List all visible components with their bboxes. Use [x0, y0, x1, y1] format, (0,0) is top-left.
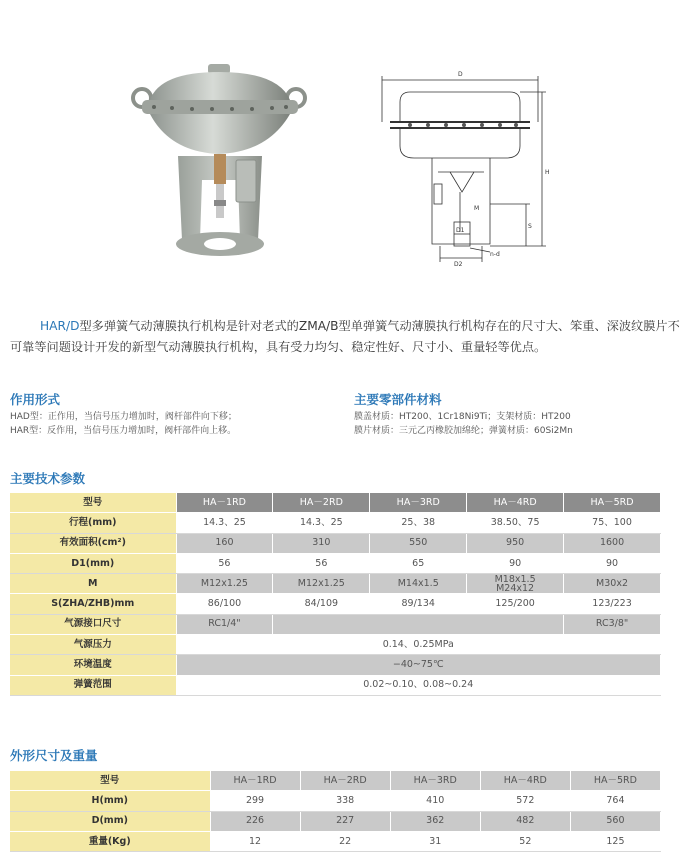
- table-cell: RC1/4": [176, 614, 273, 634]
- table-row: [10, 811, 661, 831]
- table-cell: 14.3、25: [273, 513, 370, 533]
- table-cell: 75、100: [564, 513, 661, 533]
- row-label: S(ZHA/ZHB)mm: [10, 594, 176, 614]
- spec-title: 主要技术参数: [10, 471, 86, 486]
- dims-title: 外形尺寸及重量: [10, 748, 98, 763]
- table-cell: 0.14、0.25MPa: [176, 635, 661, 655]
- intro-text: 型多弹簧气动薄膜执行机构是针对老式的ZMA/B型单弹簧气动薄膜执行机构存在的尺寸大、笨重、深波纹膜片不可靠等问题设计开发的新型气动薄膜执行机构，具有受力均匀、稳定性好、尺寸小、重量轻等优点。: [10, 319, 680, 354]
- intro-paragraph: [10, 316, 682, 358]
- materials-line: 膜片材质：三元乙丙橡胶加绵纶；弹簧材质：60Si2Mn: [354, 426, 573, 436]
- table-cell: 84/109: [273, 594, 370, 614]
- spec-table: [10, 493, 661, 696]
- dim-S-label: S: [528, 223, 532, 230]
- table-cell: 31: [390, 831, 480, 851]
- dims-header-cell: HA－4RD: [480, 771, 570, 791]
- table-row: [10, 831, 661, 851]
- dim-nd-label: n-d: [490, 251, 500, 258]
- row-label: H(mm): [10, 791, 210, 811]
- table-cell: 560: [570, 811, 660, 831]
- dim-M-label: M: [474, 205, 480, 212]
- spec-header-cell: 型号: [10, 493, 176, 513]
- row-label: M: [10, 574, 176, 594]
- dims-table: [10, 771, 661, 852]
- dims-header-cell: HA－2RD: [300, 771, 390, 791]
- table-cell: M14x1.5: [370, 574, 467, 594]
- spec-header-cell: HA－5RD: [564, 493, 661, 513]
- table-cell: 338: [300, 791, 390, 811]
- table-cell: 89/134: [370, 594, 467, 614]
- table-cell: 227: [300, 811, 390, 831]
- dims-header-row: [10, 771, 661, 791]
- table-cell: 1600: [564, 533, 661, 553]
- function-line: HAD型：正作用，当信号压力增加时，阀杆部件向下移；: [10, 412, 237, 422]
- spec-header-cell: HA－2RD: [273, 493, 370, 513]
- dims-header-cell: HA－1RD: [210, 771, 300, 791]
- table-cell: 90: [467, 553, 564, 573]
- table-row: [10, 614, 661, 634]
- table-cell: 299: [210, 791, 300, 811]
- table-row: [10, 553, 661, 573]
- table-cell: 14.3、25: [176, 513, 273, 533]
- table-cell: M30x2: [564, 574, 661, 594]
- table-cell: 362: [390, 811, 480, 831]
- dim-D2-label: D2: [454, 261, 463, 268]
- row-label: 行程(mm): [10, 513, 176, 533]
- materials-line: 膜盖材质：HT200、1Cr18Ni9Ti；支架材质：HT200: [354, 412, 571, 422]
- spec-header-cell: HA－1RD: [176, 493, 273, 513]
- table-cell: 56: [176, 553, 273, 573]
- spec-header-cell: HA－4RD: [467, 493, 564, 513]
- table-cell: 125: [570, 831, 660, 851]
- table-cell: 52: [480, 831, 570, 851]
- function-line: HAR型：反作用，当信号压力增加时，阀杆部件向上移。: [10, 426, 237, 436]
- table-cell: 550: [370, 533, 467, 553]
- dim-D1-label: D1: [456, 227, 465, 234]
- intro-brand: HAR/D: [40, 319, 80, 333]
- table-cell: 482: [480, 811, 570, 831]
- table-cell: 0.02~0.10、0.08~0.24: [176, 675, 661, 695]
- table-row: [10, 675, 661, 695]
- table-cell: 25、38: [370, 513, 467, 533]
- row-label: 弹簧范围: [10, 675, 176, 695]
- table-row: [10, 655, 661, 675]
- spec-header-row: [10, 493, 661, 513]
- table-cell: 572: [480, 791, 570, 811]
- dims-header-cell: HA－5RD: [570, 771, 660, 791]
- table-cell: M12x1.25: [176, 574, 273, 594]
- table-cell: 65: [370, 553, 467, 573]
- table-cell: 38.50、75: [467, 513, 564, 533]
- table-cell: 90: [564, 553, 661, 573]
- table-row: [10, 635, 661, 655]
- table-row: [10, 594, 661, 614]
- table-row: [10, 791, 661, 811]
- table-cell: 22: [300, 831, 390, 851]
- row-label: D(mm): [10, 811, 210, 831]
- materials-lines: [354, 410, 573, 438]
- table-cell: 226: [210, 811, 300, 831]
- row-label: 气源接口尺寸: [10, 614, 176, 634]
- table-cell: 123/223: [564, 594, 661, 614]
- table-cell: 310: [273, 533, 370, 553]
- table-cell: 410: [390, 791, 480, 811]
- row-label: D1(mm): [10, 553, 176, 573]
- row-label: 气源压力: [10, 635, 176, 655]
- row-label: 有效面积(cm²): [10, 533, 176, 553]
- dims-header-cell: HA－3RD: [390, 771, 480, 791]
- table-cell: 56: [273, 553, 370, 573]
- table-cell: −40~75℃: [176, 655, 661, 675]
- dim-H-label: H: [545, 169, 550, 176]
- row-label: 环境温度: [10, 655, 176, 675]
- table-cell: 125/200: [467, 594, 564, 614]
- actuator-photo: [120, 60, 320, 270]
- table-row: [10, 574, 661, 594]
- dimension-drawing: [370, 62, 560, 272]
- function-title: 作用形式: [10, 392, 61, 407]
- table-cell: M12x1.25: [273, 574, 370, 594]
- table-row: [10, 533, 661, 553]
- table-cell: 764: [570, 791, 660, 811]
- materials-title: 主要零部件材料: [354, 392, 442, 407]
- table-cell: 12: [210, 831, 300, 851]
- dims-header-cell: 型号: [10, 771, 210, 791]
- table-row: [10, 513, 661, 533]
- table-cell: 86/100: [176, 594, 273, 614]
- table-cell: M18x1.5 M24x12: [467, 574, 564, 594]
- table-cell: RC3/8": [564, 614, 661, 634]
- dim-D-label: D: [458, 71, 463, 78]
- function-lines: [10, 410, 237, 438]
- table-cell-empty: [273, 614, 564, 634]
- spec-header-cell: HA－3RD: [370, 493, 467, 513]
- row-label: 重量(Kg): [10, 831, 210, 851]
- table-cell: 160: [176, 533, 273, 553]
- table-cell: 950: [467, 533, 564, 553]
